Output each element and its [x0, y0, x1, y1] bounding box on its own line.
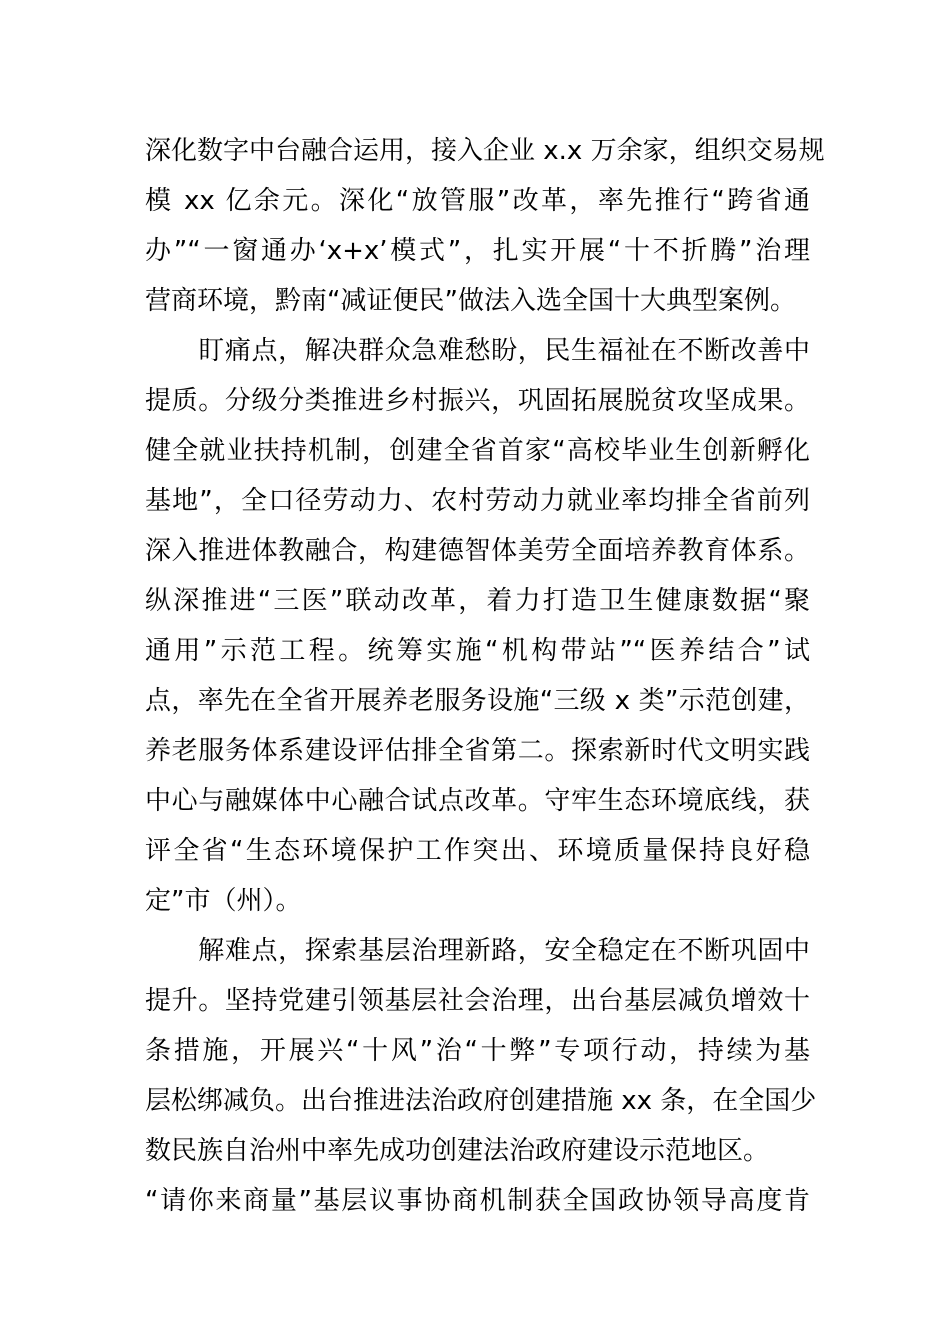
text-line: 基地”，全口径劳动力、农村劳动力就业率均排全省前列 [145, 486, 810, 516]
text-line: 办”“一窗通办‘x+x’模式”，扎实开展“十不折腾”治理 [145, 236, 810, 266]
text-line: 健全就业扶持机制，创建全省首家“高校毕业生创新孵化 [145, 436, 810, 466]
text-line: 提升。坚持党建引领基层社会治理，出台基层减负增效十 [145, 986, 810, 1016]
text-line: 数民族自治州中率先成功创建法治政府建设示范地区。 [145, 1136, 770, 1166]
text-line: “请你来商量”基层议事协商机制获全国政协领导高度肯 [145, 1186, 810, 1216]
text-line: 纵深推进“三医”联动改革，着力打造卫生健康数据“聚 [145, 586, 810, 616]
text-line: 营商环境，黔南“减证便民”做法入选全国十大典型案例。 [145, 286, 796, 316]
text-line: 提质。分级分类推进乡村振兴，巩固拓展脱贫攻坚成果。 [145, 386, 810, 416]
text-line: 模 xx 亿余元。深化“放管服”改革，率先推行“跨省通 [145, 186, 810, 216]
text-line: 深入推进体教融合，构建德智体美劳全面培养教育体系。 [145, 536, 810, 566]
text-line: 养老服务体系建设评估排全省第二。探索新时代文明实践 [145, 736, 810, 766]
text-line: 解难点，探索基层治理新路，安全稳定在不断巩固中 [145, 936, 810, 966]
text-line: 盯痛点，解决群众急难愁盼，民生福祉在不断改善中 [145, 336, 810, 366]
text-line: 评全省“生态环境保护工作突出、环境质量保持良好稳 [145, 836, 810, 866]
text-line: 定”市（州）。 [145, 886, 302, 916]
text-line: 深化数字中台融合运用，接入企业 x.x 万余家，组织交易规 [145, 136, 825, 166]
text-line: 点，率先在全省开展养老服务设施“三级 x 类”示范创建， [145, 686, 810, 716]
text-line: 中心与融媒体中心融合试点改革。守牢生态环境底线，获 [145, 786, 810, 816]
text-line: 条措施，开展兴“十风”治“十弊”专项行动，持续为基 [145, 1036, 810, 1066]
text-line: 层松绑减负。出台推进法治政府创建措施 xx 条，在全国少 [145, 1086, 817, 1116]
text-line: 通用”示范工程。统筹实施“机构带站”“医养结合”试 [145, 636, 810, 666]
